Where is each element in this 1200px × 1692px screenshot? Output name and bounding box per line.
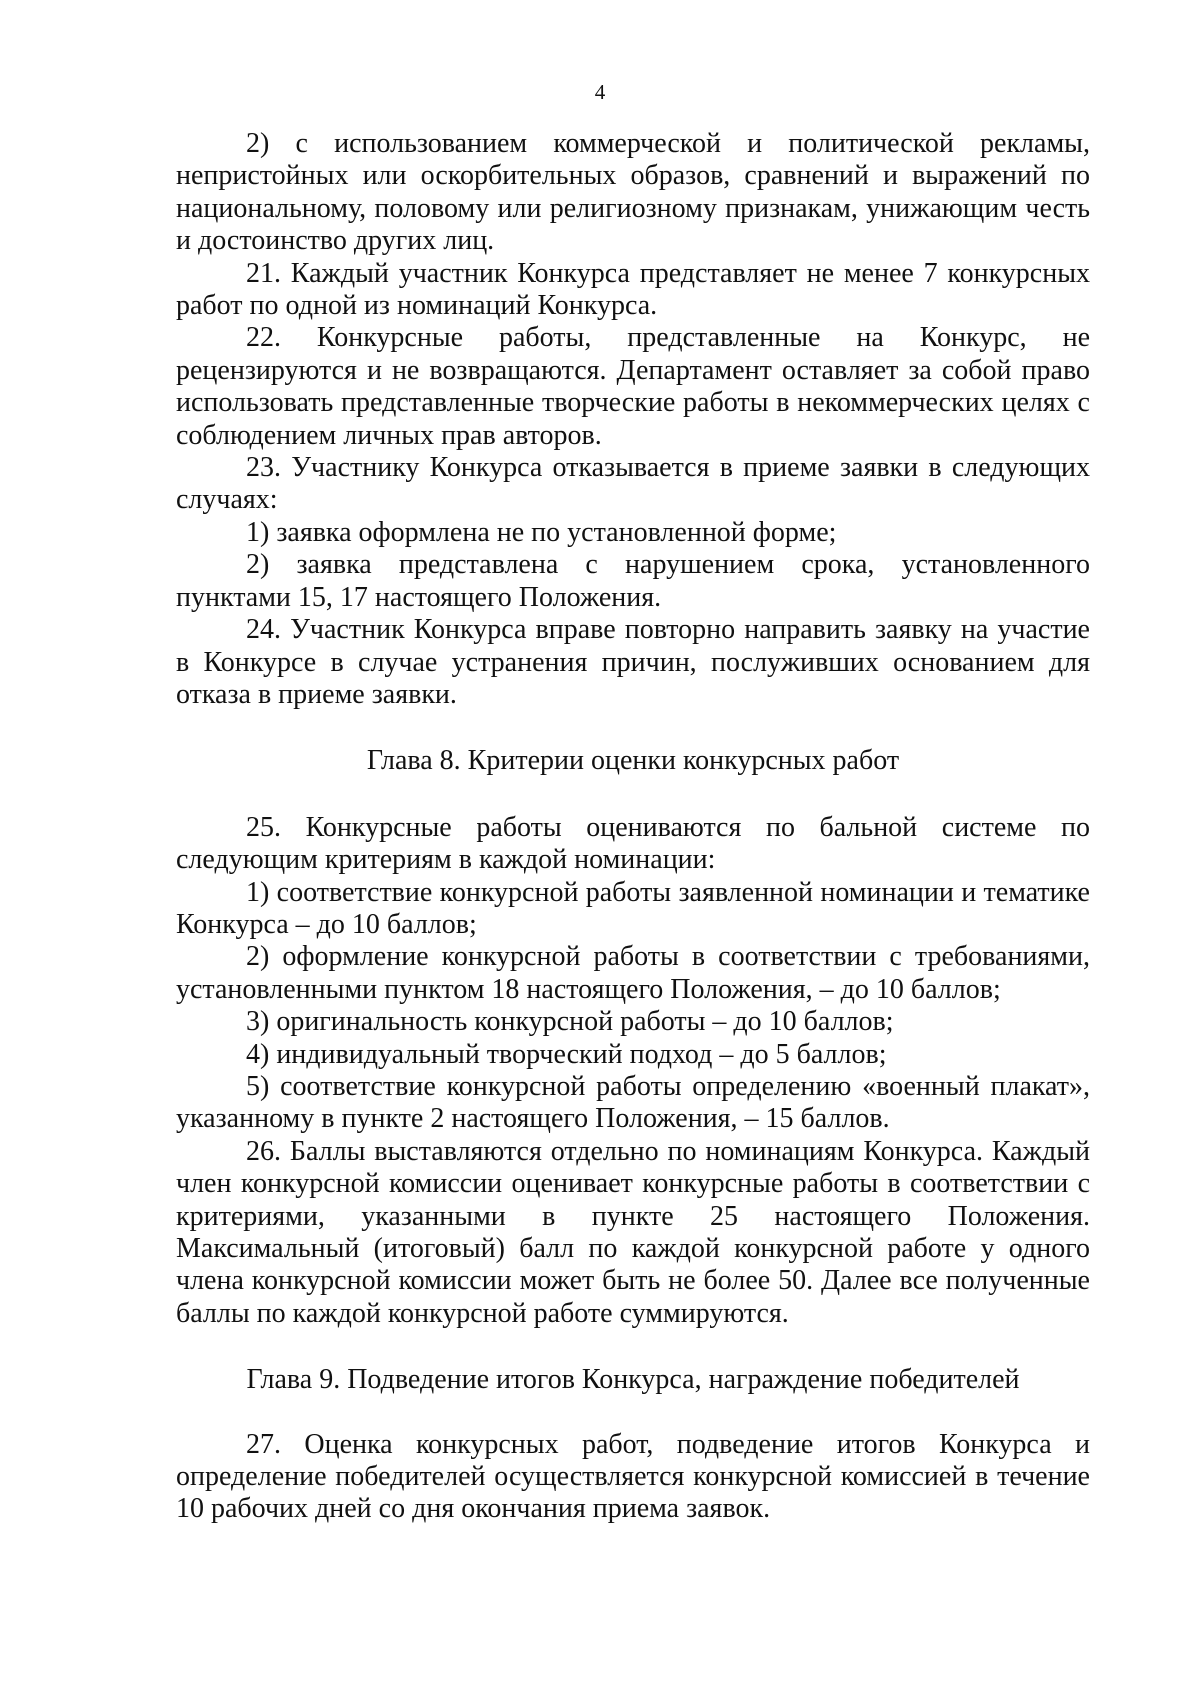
clause-25-item-4: 4) индивидуальный творческий подход – до 5 баллов; [246, 1038, 887, 1070]
clause-24: 24. Участник Конкурса вправе повторно направить заявку на участие в Конкурсе в случае устранения причин, послуживших основанием для отказа в приеме заявки. [176, 614, 1090, 710]
clause-23: 23. Участнику Конкурса отказывается в приеме заявки в следующих случаях: [176, 452, 1090, 516]
clause-23-item-2: 2) заявка представлена с нарушением срока, установленного пунктами 15, 17 настоящего Положения. [176, 549, 1090, 613]
clause-25-item-3: 3) оригинальность конкурсной работы – до 10 баллов; [246, 1006, 894, 1038]
chapter-9-heading: Глава 9. Подведение итогов Конкурса, награждение победителей [246, 1364, 1020, 1396]
clause-25-item-2: 2) оформление конкурсной работы в соответствии с требованиями, установленными пунктом 18 настоящего Положения, – до 10 баллов; [176, 941, 1090, 1005]
page-number: 4 [594, 80, 606, 104]
chapter-8-heading: Глава 8. Критерии оценки конкурсных работ [366, 745, 900, 777]
clause-25-item-5: 5) соответствие конкурсной работы определению «военный плакат», указанному в пункте 2 настоящего Положения, – 15 баллов. [176, 1070, 1090, 1135]
document-body [176, 128, 1090, 1526]
clause-23-item-1: 1) заявка оформлена не по установленной форме; [246, 516, 837, 548]
clause-25-item-1: 1) соответствие конкурсной работы заявленной номинации и тематике Конкурса – до 10 баллов; [176, 876, 1090, 940]
list-item-advertising: 2) с использованием коммерческой и политической рекламы, непристойных или оскорбительных образов, сравнений и выражений по национальному, половому или религиозному признакам, унижающим честь и достоинство других лиц. [176, 128, 1090, 257]
clause-21: 21. Каждый участник Конкурса представляет не менее 7 конкурсных работ по одной из номинаций Конкурса. [176, 257, 1090, 322]
clause-25: 25. Конкурсные работы оцениваются по бальной системе по следующим критериям в каждой номинации: [176, 811, 1090, 876]
clause-22: 22. Конкурсные работы, представленные на Конкурс, не рецензируются и не возвращаются. Департамент оставляет за собой право использовать представленные творческие работы в некоммерческих целях с соблюдением личных прав авторов. [176, 322, 1090, 451]
clause-27: 27. Оценка конкурсных работ, подведение итогов Конкурса и определение победителей осуществляется конкурсной комиссией в течение 10 рабочих дней со дня окончания приема заявок. [176, 1428, 1090, 1525]
clause-26: 26. Баллы выставляются отдельно по номинациям Конкурса. Каждый член конкурсной комиссии оценивает конкурсные работы в соответствии с критериями, указанными в пункте 25 настоящего Положения. Максимальный (итоговый) балл по каждой конкурсной работе у одного члена конкурсной комиссии может быть не более 50. Далее все полученные баллы по каждой конкурсной работе суммируются. [176, 1135, 1090, 1329]
